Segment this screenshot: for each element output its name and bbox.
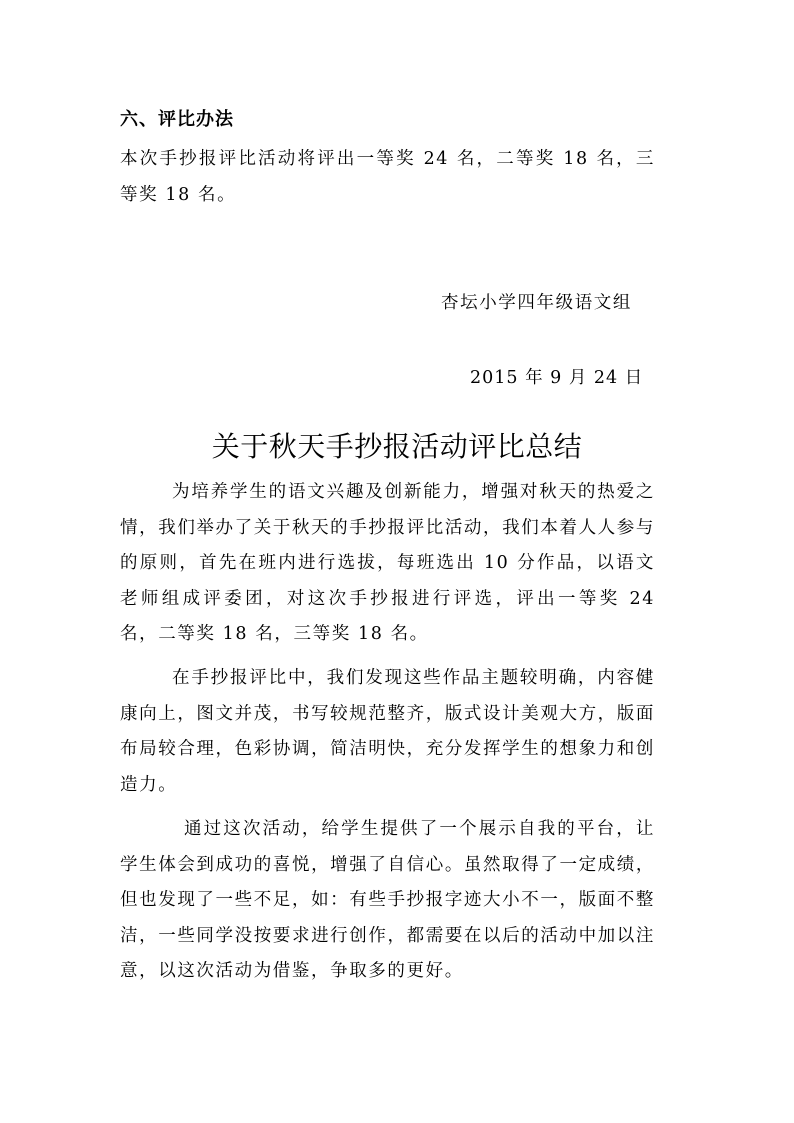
summary-title: 关于秋天手抄报活动评比总结 [211, 430, 583, 463]
summary-paragraph-2: 在手抄报评比中，我们发现这些作品主题较明确，内容健康向上，图文并茂，书写较规范整齐，版式设计美观大方，版面布局较合理，色彩协调，简洁明快，充分发挥学生的想象力和创造力。 [120, 668, 655, 795]
signature-organization: 杏坛小学四年级语文组 [441, 293, 632, 313]
award-paragraph: 本次手抄报评比活动将评出一等奖 24 名，二等奖 18 名，三等奖 18 名。 [120, 149, 655, 205]
summary-paragraph-1: 为培养学生的语文兴趣及创新能力，增强对秋天的热爱之情，我们举办了关于秋天的手抄报评比活动，我们本着人人参与的原则，首先在班内进行选拔，每班选出 10 分作品，以语文老师组成评委团，对这次手抄报进行评选，评出一等奖 24 名，二等奖 18 名，三等奖 18 名。 [120, 482, 655, 644]
section-heading: 六、评比办法 [120, 109, 234, 130]
summary-paragraph-3: 通过这次活动，给学生提供了一个展示自我的平台，让学生体会到成功的喜悦，增强了自信心。虽然取得了一定成绩，但也发现了一些不足，如：有些手抄报字迹大小不一，版面不整洁，一些同学没按要求进行创作，都需要在以后的活动中加以注意，以这次活动为借鉴，争取多的更好。 [120, 819, 655, 981]
signature-date: 2015 年 9 月 24 日 [470, 368, 644, 388]
